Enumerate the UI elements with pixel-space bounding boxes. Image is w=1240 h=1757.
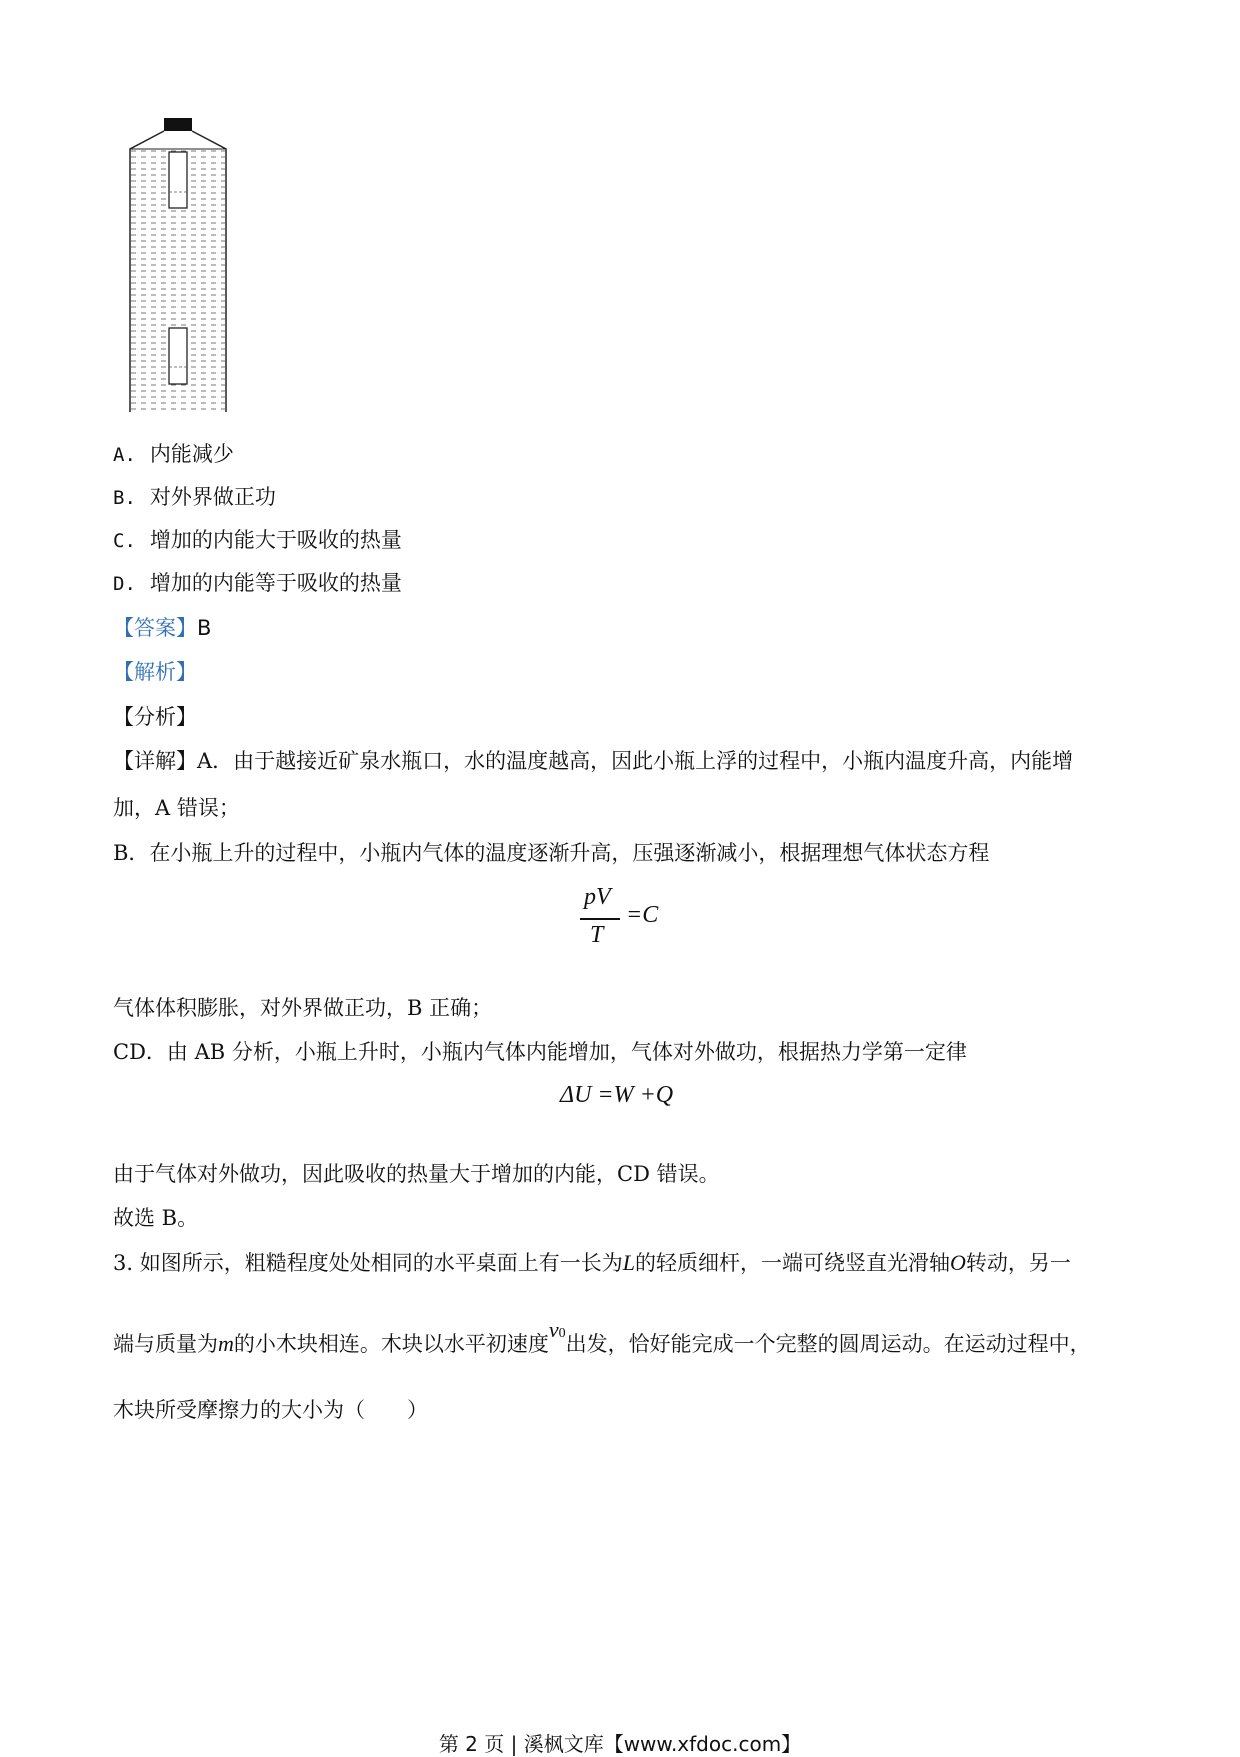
q3-part5: 的小木块相连。木块以水平初速度	[233, 1332, 549, 1356]
answer-label: 【答案】	[113, 616, 197, 640]
option-b	[113, 483, 276, 512]
page-footer: 第 2 页 | 溪枫文库【www.xfdoc.com】	[438, 1732, 802, 1756]
fenxi-label: 【分析】	[113, 705, 197, 729]
q3-part6: 出发，恰好能完成一个完整的圆周运动。在运动过程中，	[565, 1332, 1091, 1356]
formula-denominator: T	[590, 922, 604, 948]
detail-line-5: CD．由 AB 分析，小瓶上升时，小瓶内气体内能增加，气体对外做功，根据热力学第一定律	[113, 1040, 967, 1064]
answer-value: B	[197, 616, 212, 640]
formula-rhs: =C	[626, 902, 659, 928]
ideal-gas-formula	[578, 884, 668, 954]
detail-text-1: A．由于越接近矿泉水瓶口，水的温度越高，因此小瓶上浮的过程中，小瓶内温度升高，内能增	[197, 749, 1074, 773]
first-law-formula: ΔU =W +Q	[560, 1082, 674, 1108]
fraction-bar	[580, 918, 620, 920]
detail-line-2: 加，A 错误；	[113, 796, 240, 820]
q3-var-m: m	[218, 1331, 234, 1356]
question-3-line-1	[113, 1249, 1071, 1277]
option-b-text: 对外界做正功	[149, 485, 276, 509]
small-vial-bottom	[169, 328, 187, 384]
answer-line	[113, 614, 211, 642]
q3-var-v-sub: 0	[558, 1326, 566, 1341]
small-vial-top	[169, 152, 187, 208]
q3-var-v0	[549, 1318, 566, 1342]
detail-line-3: B．在小瓶上升的过程中，小瓶内气体的温度逐渐升高，压强逐渐减小，根据理想气体状态方程	[113, 841, 990, 865]
q3-part1: 3. 如图所示，粗糙程度处处相同的水平桌面上有一长为	[113, 1251, 623, 1275]
option-a-text: 内能减少	[149, 442, 234, 466]
question-3-line-2	[113, 1317, 1091, 1362]
option-c-text: 增加的内能大于吸收的热量	[149, 528, 402, 552]
q3-part3: 转动，另一	[965, 1251, 1071, 1275]
detail-line-7: 故选 B。	[113, 1206, 199, 1230]
q3-var-l: L	[622, 1250, 635, 1275]
option-c	[113, 526, 402, 555]
detail-line-6: 由于气体对外做功，因此吸收的热量大于增加的内能，CD 错误。	[113, 1162, 720, 1186]
option-a-letter: A.	[113, 444, 136, 466]
analysis-label: 【解析】	[113, 660, 197, 684]
option-d-letter: D.	[113, 573, 136, 595]
option-a	[113, 440, 234, 469]
q3-var-o: O	[949, 1250, 966, 1275]
detail-label: 【详解】	[113, 749, 197, 773]
option-d-text: 增加的内能等于吸收的热量	[149, 571, 402, 595]
formula-numerator: pV	[584, 884, 611, 910]
q3-part2: 的轻质细杆，一端可绕竖直光滑轴	[634, 1251, 950, 1275]
bottle-cap	[164, 118, 192, 131]
option-b-letter: B.	[113, 487, 136, 509]
detail-line-4: 气体体积膨胀，对外界做正功，B 正确；	[113, 996, 493, 1020]
detail-line-1	[113, 747, 1073, 775]
option-c-letter: C.	[113, 530, 136, 552]
q3-part4: 端与质量为	[113, 1332, 218, 1356]
bottle-figure	[120, 112, 240, 412]
q3-var-v: v	[548, 1317, 559, 1342]
question-3-line-3: 木块所受摩擦力的大小为（ ）	[113, 1398, 428, 1422]
option-d	[113, 569, 402, 598]
